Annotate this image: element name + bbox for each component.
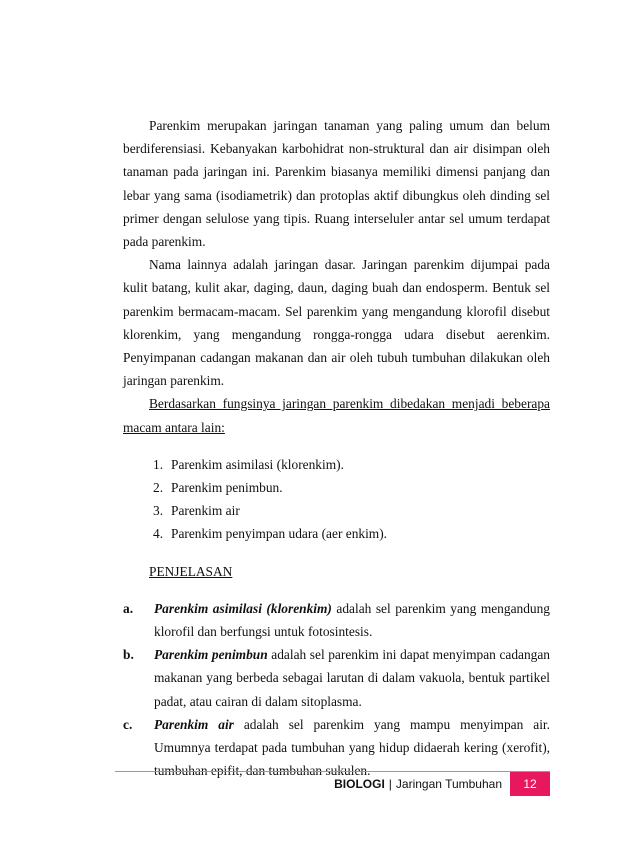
page-footer bbox=[334, 772, 550, 796]
term-name: Parenkim penimbun bbox=[154, 647, 268, 663]
footer-chapter: Jaringan Tumbuhan bbox=[395, 777, 502, 791]
item-letter: b. bbox=[123, 647, 134, 663]
explanation-item bbox=[123, 643, 550, 713]
list-item bbox=[123, 499, 550, 522]
page-number-badge: 12 bbox=[510, 772, 550, 796]
term-description: adalah sel parenkim ini dapat menyimpan cadangan makanan yang berbeda sebagai larutan di dalam vakuola, bentuk partikel padat, atau cairan di dalam sitoplasma. bbox=[154, 647, 551, 709]
explanation-item bbox=[123, 597, 550, 643]
explanation-list bbox=[123, 597, 550, 783]
list-number: 3. bbox=[153, 503, 164, 519]
list-number: 1. bbox=[153, 456, 164, 472]
term-description: adalah sel parenkim yang mengandung klorofil dan berfungsi untuk fotosintesis. bbox=[154, 600, 550, 640]
term-name: Parenkim asimilasi (klorenkim) bbox=[154, 600, 332, 616]
list-number: 2. bbox=[153, 480, 164, 496]
section-heading-penjelasan: PENJELASAN bbox=[149, 563, 233, 579]
body-text bbox=[123, 114, 550, 782]
list-item-text: Parenkim penimbun. bbox=[171, 480, 283, 496]
list-number: 4. bbox=[153, 526, 164, 542]
list-item bbox=[123, 522, 550, 545]
parenkim-types-list bbox=[123, 453, 550, 546]
list-item bbox=[123, 453, 550, 476]
list-item-text: Parenkim air bbox=[171, 503, 240, 519]
list-item bbox=[123, 476, 550, 499]
footer-separator: | bbox=[388, 777, 392, 791]
paragraph-jaringan-dasar: Nama lainnya adalah jaringan dasar. Jaringan parenkim dijumpai pada kulit batang, kulit akar, daging, daun, daging buah dan endosperm. Bentuk sel parenkim bermacam-macam. Sel parenkim yang mengandung klorofil disebut klorenkim, yang mengandung rongga-rongga udara disebut aerenkim. Penyimpanan cadangan makanan dan air oleh tubuh tumbuhan dilakukan oleh jaringan parenkim. bbox=[123, 257, 550, 389]
term-description: adalah sel parenkim yang mampu menyimpan air. Umumnya terdapat pada tumbuhan yang hidup didaerah kering (xerofit), tumbuhan epifit, dan tumbuhan sukulen. bbox=[154, 716, 550, 779]
item-letter: a. bbox=[123, 600, 134, 616]
paragraph-parenkim-intro: Parenkim merupakan jaringan tanaman yang paling umum dan belum berdiferensiasi. Kebanyakan karbohidrat non-struktural dan air disimpan oleh tanaman pada jaringan ini. Parenkim biasanya memiliki dimensi panjang dan lebar yang sama (isodiametrik) dan protoplas aktif dibungkus oleh dinding sel primer dengan selulose yang tipis. Ruang interseluler antar sel umum terdapat pada parenkim. bbox=[123, 118, 550, 250]
paragraph-fungsi-heading: Berdasarkan fungsinya jaringan parenkim dibedakan menjadi beberapa macam antara lain: bbox=[123, 396, 550, 435]
list-item-text: Parenkim asimilasi (klorenkim). bbox=[171, 456, 344, 472]
footer-subject: BIOLOGI bbox=[334, 777, 385, 791]
list-item-text: Parenkim penyimpan udara (aer enkim). bbox=[171, 526, 388, 542]
item-letter: c. bbox=[123, 716, 133, 732]
term-name: Parenkim air bbox=[154, 716, 234, 732]
